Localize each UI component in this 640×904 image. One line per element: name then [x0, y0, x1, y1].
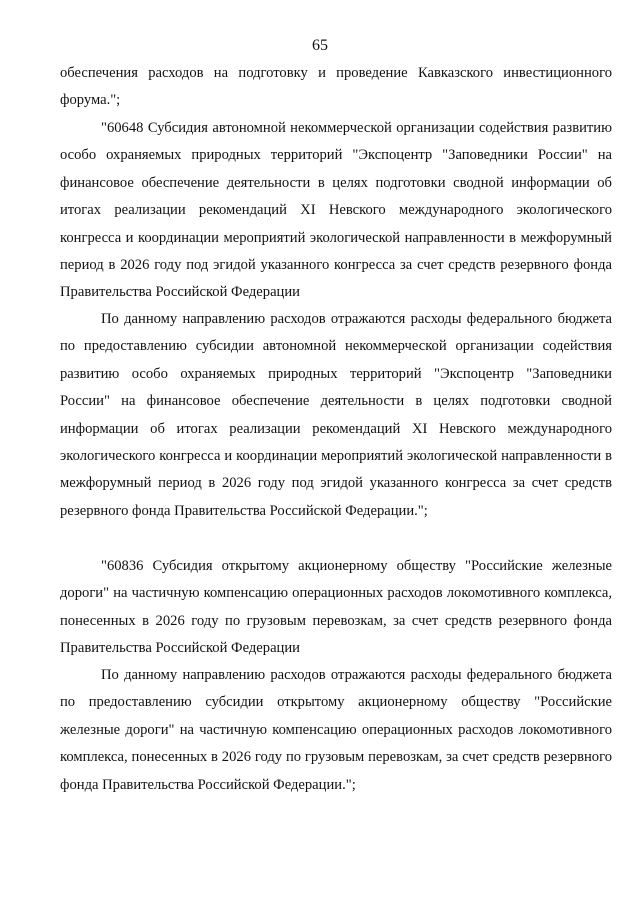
paragraph-60836-heading: [60, 553, 612, 663]
page-number: 65: [312, 37, 328, 54]
paragraph-text: По данному направлению расходов отражаются расходы федерального бюджета по предоставлению субсидии открытому акционерному обществу "Российские железные дороги" на частичную компенсацию операционных расходов локомотивного комплекса, понесенных в 2026 году по грузовым перевозкам, за счет средств резервного фонда Правительства Российской Федерации.";: [60, 667, 612, 793]
paragraph-text: "60836 Субсидия открытому акционерному обществу "Российские железные дороги" на частичную компенсацию операционных расходов локомотивного комплекса, понесенных в 2026 году по грузовым перевозкам, за счет средств резервного фонда Правительства Российской Федерации: [60, 558, 612, 657]
paragraph-60836-description: [60, 662, 612, 799]
paragraph-continuation: [60, 60, 612, 115]
paragraph-60648-description: [60, 306, 612, 525]
paragraph-text: По данному направлению расходов отражаются расходы федерального бюджета по предоставлению субсидии автономной некоммерческой организации содействия развитию особо охраняемых природных территорий "Экспоцентр "Заповедники России" на финансовое обеспечение деятельности в целях подготовки сводной информации об итогах реализации рекомендаций XI Невского международного экологического конгресса и координации мероприятий экологической направленности в межфорумный период в 2026 году под эгидой указанного конгресса за счет средств резервного фонда Правительства Российской Федерации.";: [60, 311, 612, 519]
paragraph-text: обеспечения расходов на подготовку и проведение Кавказского инвестиционного форума.";: [60, 65, 612, 109]
paragraph-text: "60648 Субсидия автономной некоммерческой организации содействия развитию особо охраняемых природных территорий "Экспоцентр "Заповедники России" на финансовое обеспечение деятельности в целях подготовки сводной информации об итогах реализации рекомендаций XI Невского международного экологического конгресса и координации мероприятий экологической направленности в межфорумный период в 2026 году под эгидой указанного конгресса за счет средств резервного фонда Правительства Российской Федерации: [60, 120, 612, 301]
paragraph-60648-heading: [60, 115, 612, 307]
